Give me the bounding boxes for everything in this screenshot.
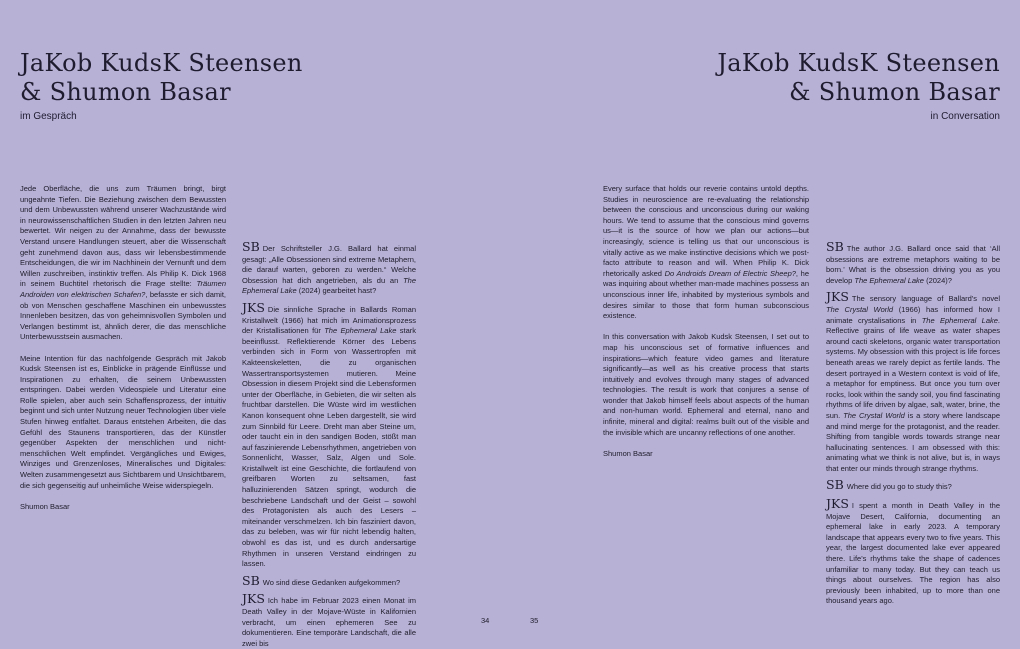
- right-page-number: 35: [530, 616, 539, 625]
- left-title-line1: JaKob KudsK Steensen: [20, 49, 303, 77]
- left-question-1: SB Der Schriftsteller J.G. Ballard hat einmal gesagt: „Alle Obsessionen sind extreme Metaphern, die darauf warten, geboren zu werden.“ Welche Obsession hat dich angetrieben, als du an The Ephemeral Lake (2024) gearbeitet hast?: [242, 239, 416, 296]
- sb-speaker-tag: SB: [826, 239, 844, 254]
- right-intro-signature: Shumon Basar: [603, 448, 653, 458]
- right-interview-column: [826, 239, 1000, 606]
- left-subtitle: im Gespräch: [20, 111, 77, 122]
- right-subtitle: in Conversation: [930, 111, 1000, 122]
- left-title: [20, 49, 303, 107]
- right-title-line1: JaKob KudsK Steensen: [717, 49, 1000, 77]
- right-page: [510, 0, 1020, 644]
- jks-speaker-tag: JKS: [242, 299, 265, 315]
- right-answer-2: JKS I spent a month in Death Valley in the Mojave Desert, California, documenting an ephemeral lake in early 2023. A temporary landscape that appears every two to five years. This year, the largest documented lake ever appeared there. Life's rhythms take the shape of cadences unfamiliar to many today. But they can teach us things about ourselves. The region has also previously been inhabited, up to more than one thousand years ago.: [826, 496, 1000, 606]
- left-answer-1: JKS Die sinnliche Sprache in Ballards Roman Kristallwelt (1966) hat mich im Animationsprozess der Kristallisationen für The Ephemeral Lake stark beeinflusst. Reflektierende Körner des Lebens verbinden sich in Form von Wassertropfen mit Kakteenskeletten, die zu organischen Wassertransportsystemen mutieren. Meine Obsession in diesem Projekt sind die Lebensformen unter der Oberfläche, in Gebieten, die wir selten als fruchtbar darstellen. Die Wüste wird im westlichen Kanon konsequent ohne Leben dargestellt, sie wird zum Sinnbild für Leere. Dreht man aber Steine um, oder taucht ein in den sandigen Boden, stößt man auf faszinierende Lebensrhythmen, angetrieben von Sonnenlicht, Wasser, Salz, Algen und Sole. Kristallwelt ist eine Geschichte, die fortlaufend von greifbaren Worten zu seltsamen, fast halluzinierenden Sätzen springt, wodurch die beschriebene Landschaft und der Geist – sowohl des Protagonisten als auch des Lesers – miteinander verschmelzen. Ich bin fasziniert davon, das zu beleben, was wir für nicht lebendig halten, obwohl es das ist, und es durch andersartige Rhythmen in unseren Verstand eindringen zu lassen.: [242, 299, 417, 569]
- sb-speaker-tag: SB: [242, 239, 260, 254]
- left-page-number: 34: [481, 616, 490, 625]
- right-intro-paragraph-1: Every surface that holds our reverie contains untold depths. Studies in neuroscience are re-evaluating the relationship between the conscious and unconscious during our waking hours. We tend to assume that the conscious mind governs us—it is the source of how we plan our actions—but increasingly, science is telling us that our unconscious is vitally active as we make instinctive decisions which we post-facto attribute to reason and will. When Philip K. Dick rhetorically asked Do Androids Dream of Electric Sheep?, he was inquiring about whether man-made machines possess an unconscious inner life, inhabited by mysterious symbols and desires similar to those that form human subconscious existence.: [603, 184, 809, 321]
- jks-speaker-tag: JKS: [242, 591, 265, 607]
- right-question-2: SB Where did you go to study this?: [826, 477, 952, 493]
- right-title-line2: & Shumon Basar: [789, 78, 1000, 106]
- sb-speaker-tag: SB: [242, 572, 260, 588]
- jks-speaker-tag: JKS: [826, 496, 849, 512]
- left-title-line2: & Shumon Basar: [20, 78, 231, 106]
- left-page: [0, 0, 510, 648]
- left-intro-paragraph-1: Jede Oberfläche, die uns zum Träumen bringt, birgt ungeahnte Tiefen. Die Beziehung zwischen dem Bewussten und dem Unbewussten während unserer Wachzustände wird in neurowissenschaftlichen Studien in den letzten Jahren neu bewertet. Wir neigen zu der Annahme, dass der bewusste Verstand unsere Handlungen steuert, aber die Wissenschaft geht zunehmend davon aus, dass wir lebensbestimmende Entscheidungen, die wir im Nachhinein der Vernunft und dem Willen zuschreiben, instinktiv treffen. Als Philip K. Dick 1968 in seinem Buchtitel rhetorisch die Frage stellte: Träumen Androiden von elektrischen Schafen?, befasste er sich damit, ob von Menschen geschaffene Maschinen ein unbewusstes Innenleben besitzen, das von geheimnisvollen Symbolen und Verlangen bestimmt ist, ähnlich derer, die das menschliche Unterbewusstsein ausmachen.: [20, 184, 226, 342]
- right-title: [717, 49, 1000, 107]
- left-interview-column: [242, 239, 417, 648]
- right-intro-column: [603, 184, 809, 504]
- right-question-1: SB The author J.G. Ballard once said that ‘All obsessions are extreme metaphors waiting to be born.’ What is the obsession driving you as you develop The Ephemeral Lake (2024)?: [826, 239, 1000, 285]
- left-intro-column: [20, 184, 226, 604]
- right-answer-1: JKS The sensory language of Ballard's novel The Crystal World (1966) has informed how I animate crystalisations in The Ephemeral Lake. Reflective grains of life weave as water shapes around cacti skeletons, organic water transportation systems. My obsession with this project is life forces beneath areas we rarely depict as fertile lands. The desert portrayed in a Western context is void of life, a metaphor for emptiness. But once you turn over rocks, look within the sandy soil, you find fascinating rhythms of life driven by algae, salt, water, brine, the sun. The Crystal World is a story where landscape and mind merge for the protagonist, and the reader. Shifting from tangible words towards strange near hallucinating sentences. I am obsessed with this: animating what we think is not alive, but is, in ways that enter our minds through strange rhythms.: [826, 289, 1000, 473]
- jks-speaker-tag: JKS: [826, 289, 849, 305]
- left-question-2: SB Wo sind diese Gedanken aufgekommen?: [242, 572, 401, 588]
- left-intro-signature: Shumon Basar: [20, 501, 70, 511]
- left-answer-2: JKS Ich habe im Februar 2023 einen Monat im Death Valley in der Mojave-Wüste in Kalifornien verbracht, um einen ephemeren See zu dokumentieren. Eine temporäre Landschaft, die alle zwei bis: [242, 591, 416, 648]
- right-intro-paragraph-2: In this conversation with Jakob Kudsk Steensen, I set out to map his unconscious set of formative influences and inspirations—which feature video games and literature significantly—as well as his creative process that starts intuitively and evolves through many stages of advanced technologies. The result is work that conjures a sense of wonder that Jakob himself feels about aspects of the human and non-human world. Ephemeral and eternal, nano and infinite, mineral and digital: realms built out of the visible and the invisible which are uncanny reflections of one another.: [603, 332, 809, 437]
- sb-speaker-tag: SB: [826, 477, 844, 493]
- left-intro-paragraph-2: Meine Intention für das nachfolgende Gespräch mit Jakob Kudsk Steensen ist es, Einblicke in prägende Einflüsse und Inspirationen zu erhalten, die seinem Unbewussten entspringen. Dabei werden Videospiele und Literatur eine Rolle spielen, aber auch sein Schaffensprozess, der intuitiv beginnt und sich unter Nutzung neuer Technologien über viele Stufen hinweg entfaltet. Daraus entstehen Arbeiten, die das Gefühl des Staunens transportieren, das der Künstler gegenüber Aspekten der menschlichen und nicht-menschlichen Welt empfindet. Vergängliches und Ewiges, Winziges und Grenzenloses, Mineralisches und Digitales: Welten zusammengesetzt aus Sichtbarem und Unsichtbarem, die sich gegenseitig auf unheimliche Weise widerspiegeln.: [20, 353, 226, 490]
